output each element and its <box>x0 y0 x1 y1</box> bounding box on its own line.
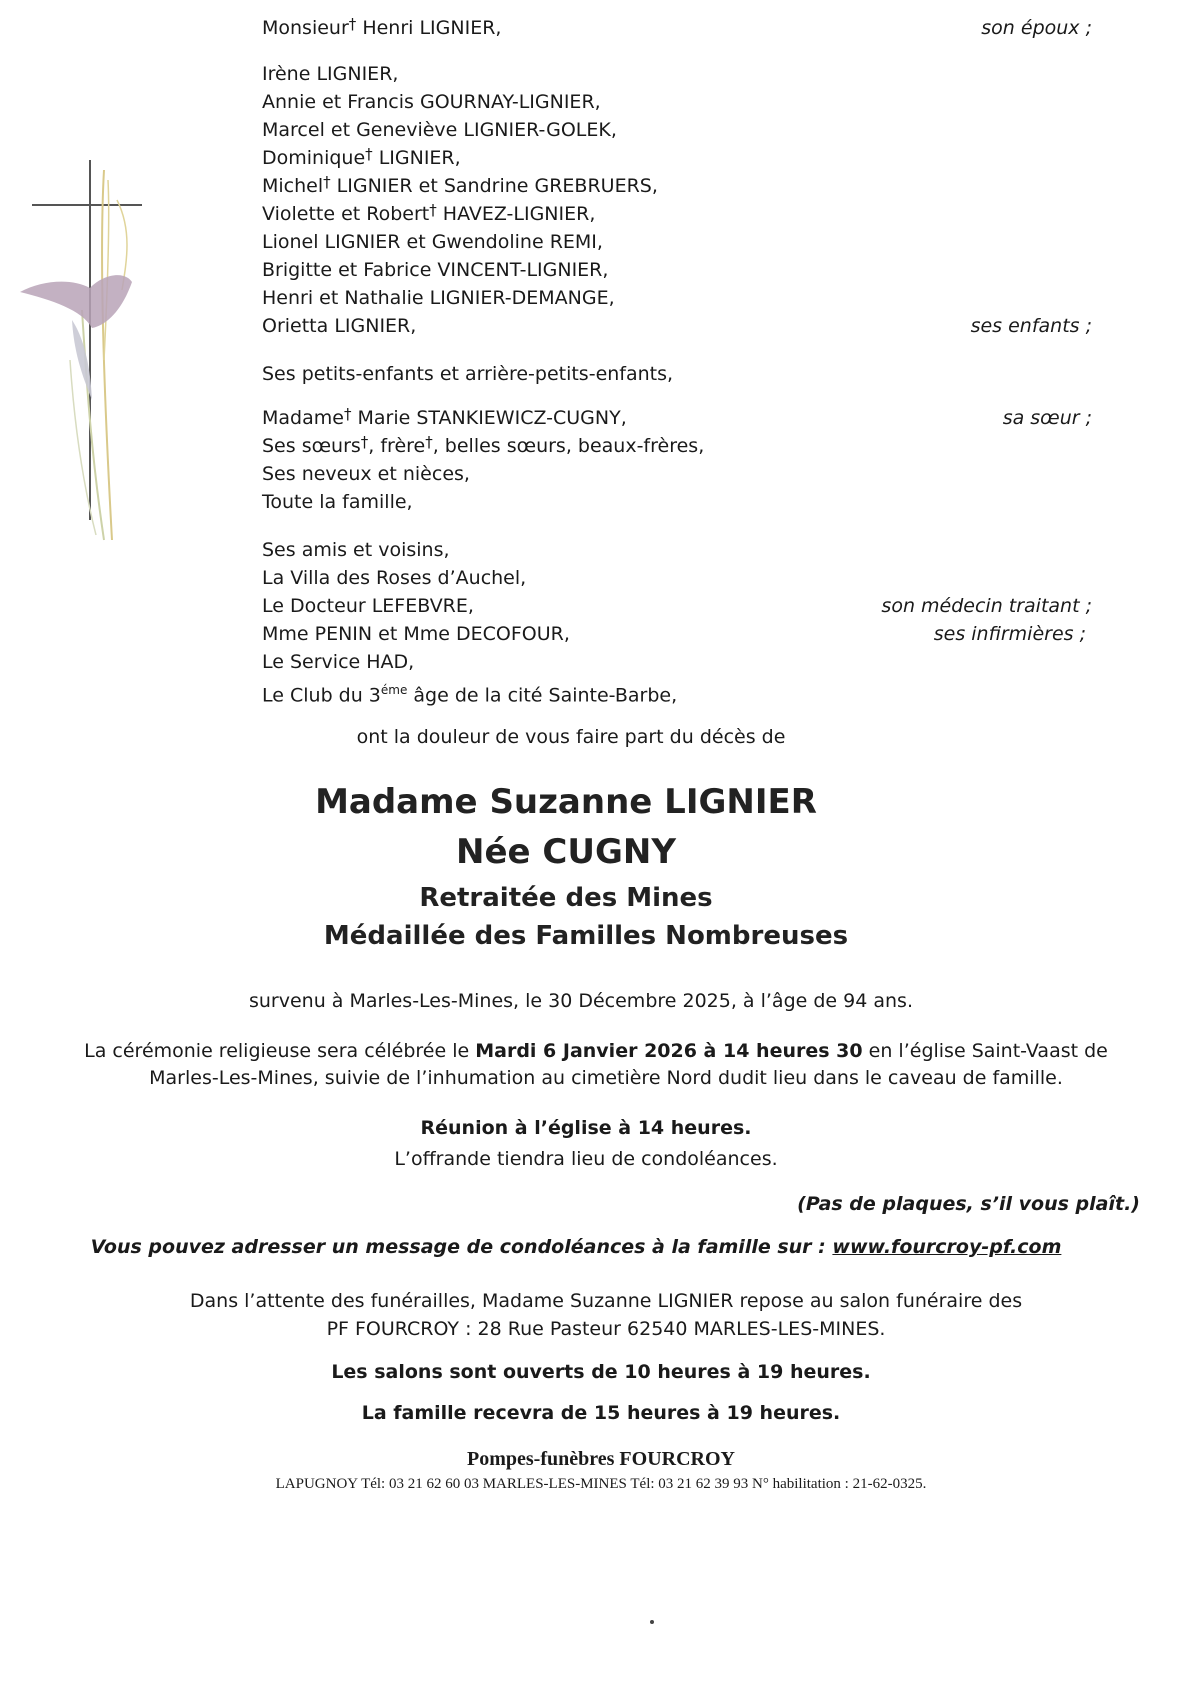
announce-text: ont la douleur de vous faire part du décès de <box>356 726 786 748</box>
child-line: Orietta LIGNIER, ses enfants ; <box>262 312 1092 340</box>
no-plaques-line: (Pas de plaques, s’il vous plaît.) <box>797 1193 1140 1215</box>
doctor-line: Le Docteur LEFEBVRE, son médecin traitant ; <box>262 592 1092 620</box>
child-line: Irène LIGNIER, <box>262 63 399 85</box>
grandchildren-block <box>262 360 1092 388</box>
husband-role: son époux ; <box>981 17 1092 39</box>
child-line: Annie et Francis GOURNAY-LIGNIER, <box>262 91 601 113</box>
grandchildren-line: Ses petits-enfants et arrière-petits-enfants, <box>262 363 674 385</box>
rest-line-2: PF FOURCROY : 28 Rue Pasteur 62540 MARLES-LES-MINES. <box>326 1318 886 1340</box>
ceremony-line-2: Marles-Les-Mines, suivie de l’inhumation au cimetière Nord dudit lieu dans le caveau de famille. <box>149 1067 1063 1089</box>
rest-line-1: Dans l’attente des funérailles, Madame Suzanne LIGNIER repose au salon funéraire des <box>189 1290 1023 1312</box>
dot-mark <box>650 1620 654 1624</box>
condolences-line: Vous pouvez adresser un message de condoléances à la famille sur : www.fourcroy-pf.com <box>90 1236 1062 1258</box>
offering-line: L’offrande tiendra lieu de condoléances. <box>394 1148 778 1170</box>
siblings-line: Ses sœurs†, frère†, belles sœurs, beaux-frères, <box>262 433 705 457</box>
footer-company: Pompes-funèbres FOURCROY <box>467 1448 735 1470</box>
child-line: Henri et Nathalie LIGNIER-DEMANGE, <box>262 287 615 309</box>
child-line: Michel† LIGNIER et Sandrine GREBRUERS, <box>262 173 658 197</box>
reunion-line: Réunion à l’église à 14 heures. <box>420 1117 752 1139</box>
death-line: survenu à Marles-Les-Mines, le 30 Décembre 2025, à l’âge de 94 ans. <box>248 990 913 1012</box>
siblings-block <box>262 404 1092 516</box>
condolences-link[interactable]: www.fourcroy-pf.com <box>832 1236 1062 1258</box>
deceased-born: Née CUGNY <box>456 832 676 872</box>
family-list <box>262 14 1092 42</box>
ceremony-line-1: La cérémonie religieuse sera célébrée le Mardi 6 Janvier 2026 à 14 heures 30 en l’église Saint-Vaast de <box>84 1040 1108 1062</box>
doctor-role: son médecin traitant ; <box>881 595 1092 617</box>
club-line: Le Club du $3^{éme}$ âge de la cité Sainte-Barbe, <box>262 683 678 707</box>
children-role: ses enfants ; <box>970 315 1092 337</box>
child-line: Violette et Robert† HAVEZ-LIGNIER, <box>262 201 596 225</box>
friends-block <box>262 536 1092 707</box>
child-line: Brigitte et Fabrice VINCENT-LIGNIER, <box>262 259 609 281</box>
nephews-line: Ses neveux et nièces, <box>262 463 470 485</box>
villa-line: La Villa des Roses d’Auchel, <box>262 567 527 589</box>
sister-line: Madame† Marie STANKIEWICZ-CUGNY, sa sœur ; <box>262 404 1092 432</box>
deceased-name: Madame Suzanne LIGNIER <box>315 782 817 822</box>
nurses-role: ses infirmières ; <box>933 623 1086 645</box>
family-all-line: Toute la famille, <box>262 491 413 513</box>
footer-contacts: LAPUGNOY Tél: 03 21 62 60 03 MARLES-LES-MINES Tél: 03 21 62 39 93 N° habilitation : 21-62-0325. <box>275 1476 927 1492</box>
friends-line: Ses amis et voisins, <box>262 539 450 561</box>
sister-role: sa sœur ; <box>1002 407 1092 429</box>
child-line: Dominique† LIGNIER, <box>262 145 461 169</box>
children-list <box>262 60 1092 340</box>
hours-family-line: La famille recevra de 15 heures à 19 heures. <box>361 1402 841 1424</box>
cross-and-calla-lily-icon <box>12 160 152 580</box>
deceased-title-1: Retraitée des Mines <box>419 883 713 913</box>
hours-open-line: Les salons sont ouverts de 10 heures à 19 heures. <box>331 1361 871 1383</box>
nurses-line: Mme PENIN et Mme DECOFOUR, ses infirmières ; <box>262 620 1092 648</box>
had-line: Le Service HAD, <box>262 651 415 673</box>
child-line: Marcel et Geneviève LIGNIER-GOLEK, <box>262 119 617 141</box>
child-line: Lionel LIGNIER et Gwendoline REMI, <box>262 231 603 253</box>
deceased-title-2: Médaillée des Familles Nombreuses <box>323 921 849 951</box>
husband-line: Monsieur† Henri LIGNIER, son époux ; <box>262 14 1092 42</box>
